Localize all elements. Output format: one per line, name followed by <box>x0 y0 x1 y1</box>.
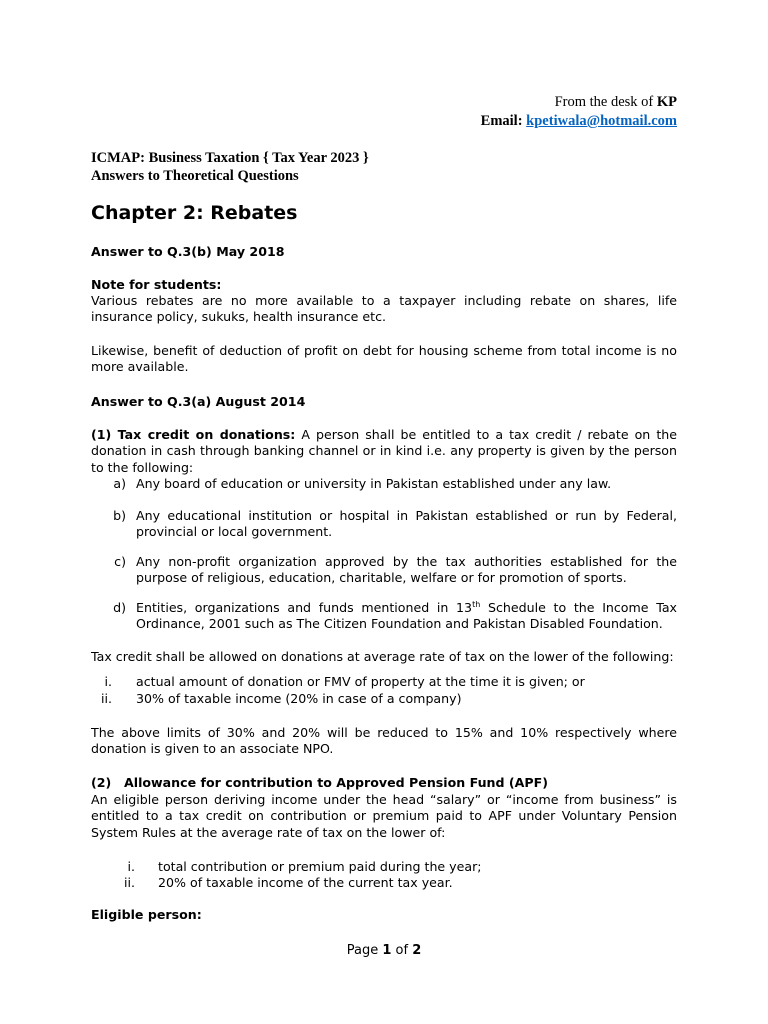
page-of: of <box>391 943 413 958</box>
email-link[interactable]: kpetiwala@hotmail.com <box>526 113 677 129</box>
list-marker: a) <box>113 476 126 491</box>
q1-heading: Answer to Q.3(b) May 2018 <box>91 244 285 259</box>
list-marker: ii. <box>123 875 135 890</box>
page-footer <box>0 943 768 958</box>
list-item: actual amount of donation or FMV of property at the time it is given; or <box>136 674 585 689</box>
course-title: ICMAP: Business Taxation { Tax Year 2023 } <box>91 150 369 166</box>
chapter-heading: Chapter 2: Rebates <box>91 202 298 224</box>
list-item: Any board of education or university in Pakistan established under any law. <box>136 476 612 491</box>
list-item: 20% of taxable income of the current tax year. <box>158 875 453 890</box>
list-marker: i. <box>104 674 112 689</box>
email-label: Email: <box>480 113 527 129</box>
q2-heading: Answer to Q.3(a) August 2014 <box>91 394 306 409</box>
list-item: total contribution or premium paid during the year; <box>158 859 482 874</box>
section-1-text: A person shall be entitled to a tax credit / rebate on the donation in cash through banking channel or in kind i.e. any property is given by the person to the following: <box>91 427 677 475</box>
page-total: 2 <box>412 943 422 958</box>
eligible-person-heading: Eligible person: <box>91 907 202 922</box>
note-heading: Note for students: <box>91 277 222 292</box>
section-1-title: (1) Tax credit on donations: <box>91 427 296 442</box>
list-item: Any non-profit organization approved by the tax authorities established for the purpose of religious, education, charitable, welfare or for promotion of sports. <box>136 554 677 586</box>
list-item-text: Schedule to the Income Tax Ordinance, 2001 such as The Citizen Foundation and Pakistan Disabled Foundation. <box>136 600 677 632</box>
list-item-text: Entities, organizations and funds mentioned in 13 <box>136 600 473 615</box>
list-item <box>136 600 677 633</box>
credit-intro-paragraph: Tax credit shall be allowed on donations at average rate of tax on the lower of the following: <box>91 649 674 664</box>
superscript: th <box>472 599 481 609</box>
page-label: Page <box>346 943 383 958</box>
note-paragraph-2: Likewise, benefit of deduction of profit on debt for housing scheme from total income is no more available. <box>91 343 677 375</box>
list-marker: d) <box>113 600 126 615</box>
page-current: 1 <box>382 943 392 958</box>
section-2-number: (2) <box>91 775 112 790</box>
from-desk-name: KP <box>656 94 677 110</box>
email-line <box>481 111 677 131</box>
list-item: 30% of taxable income (20% in case of a company) <box>136 691 462 706</box>
list-marker: i. <box>127 859 135 874</box>
note-paragraph-1: Various rebates are no more available to a taxpayer including rebate on shares, life insurance policy, sukuks, health insurance etc. <box>91 293 677 325</box>
list-marker: c) <box>114 554 126 569</box>
from-desk-line <box>555 92 677 112</box>
from-desk-prefix: From the desk of <box>554 94 657 110</box>
list-marker: ii. <box>100 691 112 706</box>
course-subtitle: Answers to Theoretical Questions <box>91 168 299 184</box>
tax-credit-donations-paragraph <box>91 427 677 476</box>
list-item: Any educational institution or hospital in Pakistan established or run by Federal, provincial or local government. <box>136 508 677 540</box>
list-marker: b) <box>113 508 126 523</box>
section-2-title: Allowance for contribution to Approved Pension Fund (APF) <box>124 775 548 790</box>
limits-paragraph: The above limits of 30% and 20% will be reduced to 15% and 10% respectively where donation is given to an associate NPO. <box>91 725 677 757</box>
section-2-paragraph: An eligible person deriving income under the head “salary” or “income from business” is entitled to a tax credit on contribution or premium paid to APF under Voluntary Pension System Rules at the average rate of tax on the lower of: <box>91 792 677 840</box>
